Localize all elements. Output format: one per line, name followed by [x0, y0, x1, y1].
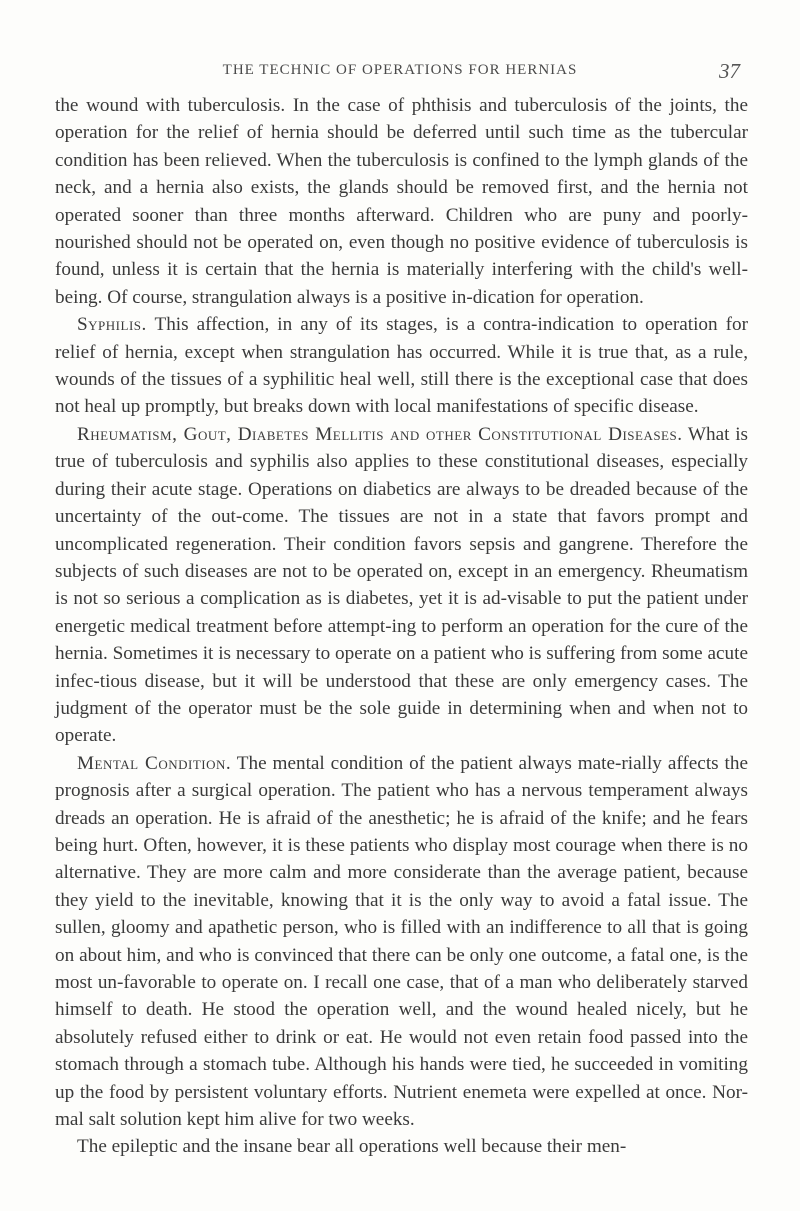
section-heading-mental-condition: Mental Condition. — [77, 752, 232, 774]
paragraph-text: This affection, in any of its stages, is a contra-indication to operation for relief of hernia, except when strangulation has occurred. While it is true that, as a rule, wounds of the tissues of a syphilitic heal well, still there is the exceptional case that does not heal up promptly, but breaks down with local manifestations of specific disease. — [55, 314, 748, 418]
paragraph-text: The epileptic and the insane bear all operations well because their men- — [77, 1136, 627, 1158]
paragraph-mental-condition — [55, 750, 748, 1134]
running-head: THE TECHNIC OF OPERATIONS FOR HERNIAS — [222, 62, 578, 78]
paragraph-constitutional-diseases — [55, 421, 748, 750]
body-text — [55, 92, 748, 1161]
section-heading-constitutional-diseases: Rheumatism, Gout, Diabetes Mellitis and other Constitutional Diseases. — [77, 423, 683, 445]
paragraph-tuberculosis — [55, 92, 748, 311]
paragraph-epileptic — [55, 1133, 748, 1160]
paragraph-text: the wound with tuberculosis. In the case of phthisis and tuberculosis of the joints, the operation for the relief of hernia should be deferred until such time as the tubercular condition has been relieved. When the tuberculosis is confined to the lymph glands of the neck, and a hernia also exists, the glands should be removed first, and the hernia not operated sooner than three months afterward. Children who are puny and poorly-nourished should not be operated on, even though no positive evidence of tuberculosis is found, unless it is certain that the hernia is materially interfering with the child's well-being. Of course, strangulation always is a positive in-dication for operation. — [55, 95, 748, 308]
paragraph-text: The mental condition of the patient always mate-rially affects the prognosis after a surgical operation. The patient who has a nervous temperament always dreads an operation. He is afraid of the anesthetic; he is afraid of the knife; and he fears being hurt. Often, however, it is these patients who display most courage when there is no alternative. They are more calm and more considerate than the average patient, because they yield to the inevitable, knowing that it is the only way to avoid a fatal issue. The sullen, gloomy and apathetic person, who is filled with an indifference to all that is going on about him, and who is convinced that there can be only one outcome, a fatal one, is the most un-favorable to operate on. I recall one case, that of a man who deliberately starved himself to death. He stood the operation well, and the wound healed nicely, but he absolutely refused either to drink or eat. He would not even retain food passed into the stomach through a stomach tube. Although his hands were tied, he succeeded in vomiting up the food by persistent voluntary efforts. Nutrient enemeta were expelled at once. Nor-mal salt solution kept him alive for two weeks. — [55, 752, 748, 1131]
section-heading-syphilis: Syphilis. — [77, 314, 147, 336]
page-number: 37 — [719, 59, 740, 83]
paragraph-syphilis — [55, 311, 748, 421]
page-header — [60, 59, 740, 88]
paragraph-text: What is true of tuberculosis and syphilis also applies to these constitutional diseases, especially during their acute stage. Operations on diabetics are always to be dreaded because of the uncertainty of the out-come. The tissues are not in a state that favors prompt and uncomplicated regeneration. Their condition favors sepsis and gangrene. Therefore the subjects of such diseases are not to be operated on, except in an emergency. Rheumatism is not so serious a complication as is diabetes, yet it is ad-visable to put the patient under energetic medical treatment before attempt-ing to perform an operation for the cure of the hernia. Sometimes it is necessary to operate on a patient who is suffering from some acute infec-tious disease, but it will be understood that these are only emergency cases. The judgment of the operator must be the sole guide in determining when and when not to operate. — [55, 423, 748, 747]
